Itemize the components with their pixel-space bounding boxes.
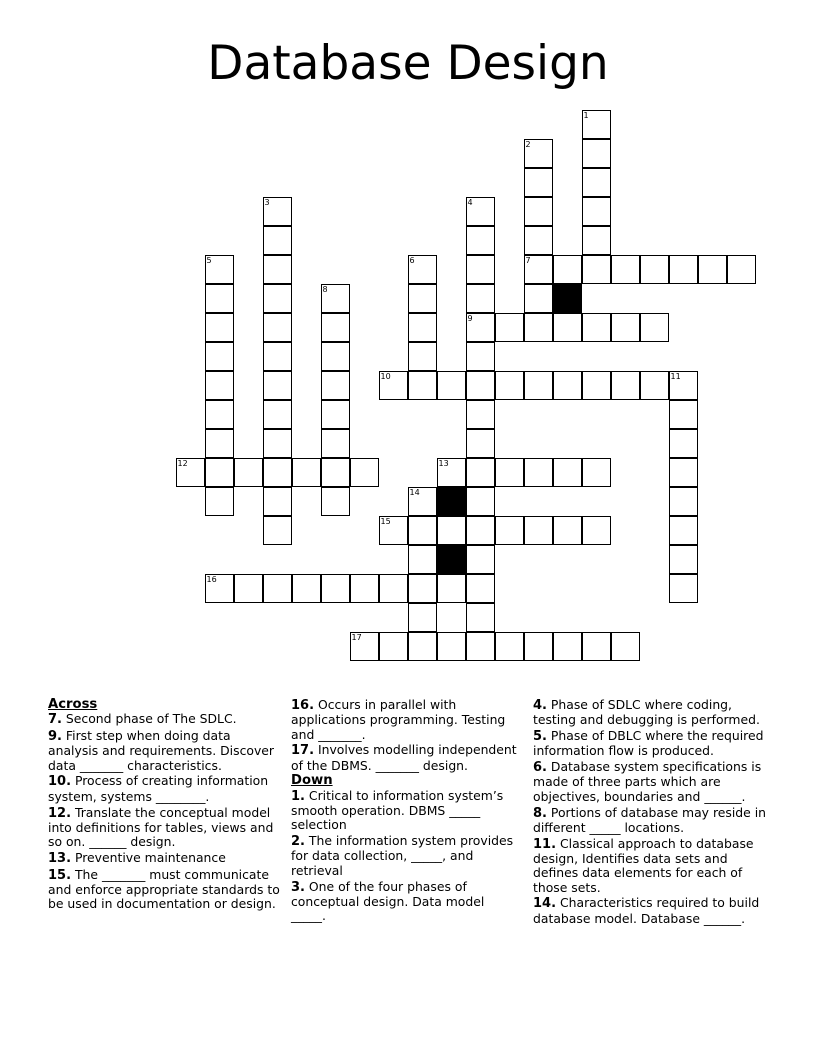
clue-item-number: 4. [533,698,547,713]
grid-cell[interactable] [553,313,582,342]
grid-cell[interactable] [263,429,292,458]
clue-item-number: 8. [533,805,547,821]
grid-cell[interactable] [640,371,669,400]
grid-cell[interactable] [205,400,234,429]
grid-cell[interactable] [524,284,553,313]
grid-cell[interactable] [234,458,263,487]
grid-cell[interactable] [205,313,234,342]
grid-cell[interactable] [234,574,263,603]
clue-item-number: 1. [291,788,305,804]
clue-item [533,896,771,926]
grid-cell[interactable] [263,458,292,487]
clue-item [291,698,523,742]
grid-cell[interactable] [727,255,756,284]
grid-cell[interactable] [524,255,553,284]
grid-cell[interactable] [263,226,292,255]
grid-cell[interactable] [582,632,611,661]
clue-item-number: 2. [291,834,305,850]
grid-cell[interactable] [321,487,350,516]
grid-cell[interactable] [379,632,408,661]
grid-cell[interactable] [263,516,292,545]
clue-number: 4 [467,198,473,207]
page-title: Database Design [207,36,609,91]
grid-cell[interactable] [408,603,437,632]
grid-cell[interactable] [524,458,553,487]
clue-item-text: The _______ must communicate and enforce appropriate standards to be used in documentation or design. [48,866,280,912]
grid-cell[interactable] [263,197,292,226]
clue-item-text: Phase of SDLC where coding, testing and debugging is performed. [533,697,760,728]
grid-cell[interactable] [466,342,495,371]
grid-cell[interactable] [292,458,321,487]
clue-item-number: 9. [48,729,62,745]
clue-item-number: 15. [48,867,72,883]
clue-item [291,789,523,833]
grid-cell[interactable] [640,255,669,284]
clue-item-number: 13. [48,850,72,866]
grid-cell[interactable] [408,342,437,371]
clue-item [48,712,280,727]
grid-cell[interactable] [495,516,524,545]
grid-cell[interactable] [611,371,640,400]
grid-cell[interactable] [466,371,495,400]
grid-cell[interactable] [669,487,698,516]
clue-item-number: 6. [533,760,547,776]
clue-number: 9 [467,314,473,323]
grid-cell[interactable] [698,255,727,284]
clue-item-text: One of the four phases of conceptual design. Data model _____. [291,878,485,924]
grid-cell[interactable] [524,139,553,168]
grid-cell[interactable] [263,400,292,429]
clue-number: 7 [525,256,531,265]
clue-number: 10 [380,372,391,381]
grid-cell[interactable] [524,168,553,197]
grid-cell[interactable] [437,574,466,603]
grid-cell[interactable] [321,429,350,458]
clue-item [533,698,771,728]
grid-cell[interactable] [466,197,495,226]
grid-cell[interactable] [205,255,234,284]
grid-cell[interactable] [205,487,234,516]
grid-cell[interactable] [582,226,611,255]
grid-cell[interactable] [379,574,408,603]
clue-item-text: The information system provides for data collection, _____, and retrieval [291,833,514,878]
grid-cell[interactable] [553,371,582,400]
grid-cell[interactable] [553,516,582,545]
clue-item [48,806,280,850]
clue-item [533,760,771,804]
clue-item-text: Second phase of The SDLC. [61,711,237,727]
grid-cell[interactable] [205,429,234,458]
grid-cell[interactable] [553,458,582,487]
clue-item-text: Phase of DBLC where the required information flow is produced. [533,728,764,759]
clue-item-number: 11. [533,836,557,852]
grid-cell[interactable] [379,516,408,545]
grid-cell[interactable] [466,516,495,545]
grid-block [553,284,582,313]
grid-cell[interactable] [582,516,611,545]
grid-cell[interactable] [524,226,553,255]
clue-item-number: 17. [291,743,315,759]
grid-cell[interactable] [466,400,495,429]
grid-cell[interactable] [524,371,553,400]
grid-cell[interactable] [321,371,350,400]
clue-item-text: Portions of database may reside in different _____ locations. [533,804,767,835]
clue-item [533,729,771,759]
down-heading: Down [291,773,333,789]
clue-item [48,868,280,912]
grid-cell[interactable] [176,458,205,487]
clue-item-number: 7. [48,712,62,728]
across-heading: Across [48,697,98,712]
grid-cell[interactable] [669,574,698,603]
grid-cell[interactable] [437,458,466,487]
grid-cell[interactable] [321,342,350,371]
clue-number: 14 [409,488,420,497]
grid-cell[interactable] [350,632,379,661]
clue-column-3 [533,698,771,927]
grid-cell[interactable] [611,255,640,284]
grid-cell[interactable] [524,516,553,545]
clue-item [291,834,523,878]
clue-item-text: Classical approach to database design, Identifies data sets and defines data elements for each of those sets. [533,835,754,895]
grid-cell[interactable] [263,284,292,313]
grid-cell[interactable] [263,342,292,371]
grid-cell[interactable] [466,545,495,574]
clue-column-2 [291,698,523,925]
clue-number: 11 [670,372,681,381]
grid-block [437,545,466,574]
clue-number: 15 [380,517,391,526]
clue-number: 16 [206,575,217,584]
grid-cell[interactable] [466,574,495,603]
clue-item [533,806,771,836]
grid-cell[interactable] [263,313,292,342]
grid-cell[interactable] [669,545,698,574]
clue-number: 5 [206,256,212,265]
clue-item-text: Process of creating information system, systems ________. [48,773,269,804]
grid-cell[interactable] [321,313,350,342]
grid-cell[interactable] [408,545,437,574]
grid-block [437,487,466,516]
grid-cell[interactable] [321,458,350,487]
clue-item-number: 10. [48,774,72,790]
grid-cell[interactable] [321,574,350,603]
grid-cell[interactable] [466,603,495,632]
grid-cell[interactable] [553,255,582,284]
grid-cell[interactable] [466,458,495,487]
grid-cell[interactable] [321,400,350,429]
clue-number: 17 [351,633,362,642]
grid-cell[interactable] [263,371,292,400]
grid-cell[interactable] [292,574,321,603]
grid-cell[interactable] [466,487,495,516]
grid-cell[interactable] [640,313,669,342]
grid-cell[interactable] [205,574,234,603]
grid-cell[interactable] [669,458,698,487]
clue-item-number: 12. [48,805,72,821]
clue-item-number: 16. [291,698,315,713]
grid-cell[interactable] [669,400,698,429]
grid-cell[interactable] [582,110,611,139]
grid-cell[interactable] [495,371,524,400]
clue-item [291,880,523,924]
grid-cell[interactable] [466,284,495,313]
grid-cell[interactable] [611,632,640,661]
clue-item-text: Critical to information system’s smooth operation. DBMS _____ selection [291,787,504,833]
clue-item [533,837,771,895]
grid-cell[interactable] [524,632,553,661]
grid-cell[interactable] [408,487,437,516]
clue-number: 1 [583,111,589,120]
clue-column-1 [48,698,280,913]
grid-cell[interactable] [408,371,437,400]
clue-item-text: Involves modelling independent of the DBMS. _______ design. [291,742,517,773]
grid-cell[interactable] [379,371,408,400]
grid-cell[interactable] [669,516,698,545]
grid-cell[interactable] [408,284,437,313]
grid-cell[interactable] [408,255,437,284]
grid-cell[interactable] [582,168,611,197]
grid-cell[interactable] [408,516,437,545]
grid-cell[interactable] [495,313,524,342]
grid-cell[interactable] [263,574,292,603]
grid-cell[interactable] [408,574,437,603]
clue-item-text: First step when doing data analysis and requirements. Discover data _______ characteristics. [48,728,275,773]
clue-item-text: Database system specifications is made of three parts which are objectives, boundaries and ______. [533,759,762,804]
clue-item-text: Occurs in parallel with applications programming. Testing and _______. [291,697,506,742]
grid-cell[interactable] [495,632,524,661]
grid-cell[interactable] [669,429,698,458]
grid-cell[interactable] [408,313,437,342]
grid-cell[interactable] [669,371,698,400]
grid-cell[interactable] [495,458,524,487]
clue-item [291,743,523,773]
clue-number: 8 [322,285,328,294]
grid-cell[interactable] [582,197,611,226]
grid-cell[interactable] [350,458,379,487]
grid-cell[interactable] [582,458,611,487]
grid-cell[interactable] [582,371,611,400]
grid-cell[interactable] [321,284,350,313]
clue-number: 12 [177,459,188,468]
clue-number: 6 [409,256,415,265]
clue-item-text: Translate the conceptual model into definitions for tables, views and so on. ______ design. [48,804,274,850]
grid-cell[interactable] [437,516,466,545]
clue-item-text: Characteristics required to build database model. Database ______. [533,895,760,926]
grid-cell[interactable] [582,139,611,168]
grid-cell[interactable] [205,371,234,400]
grid-cell[interactable] [466,632,495,661]
clue-number: 2 [525,140,531,149]
grid-cell[interactable] [263,487,292,516]
grid-cell[interactable] [524,197,553,226]
clue-item-number: 3. [291,879,305,895]
clue-item-text: Preventive maintenance [71,849,226,865]
clue-item [48,851,280,866]
clue-item-number: 5. [533,729,547,745]
clue-item [48,774,280,804]
grid-cell[interactable] [582,313,611,342]
grid-cell[interactable] [408,632,437,661]
grid-cell[interactable] [669,255,698,284]
grid-cell[interactable] [205,458,234,487]
grid-cell[interactable] [437,371,466,400]
grid-cell[interactable] [205,284,234,313]
grid-cell[interactable] [466,313,495,342]
grid-cell[interactable] [205,342,234,371]
clue-number: 13 [438,459,449,468]
grid-cell[interactable] [350,574,379,603]
grid-cell[interactable] [466,255,495,284]
grid-cell[interactable] [524,313,553,342]
grid-cell[interactable] [582,255,611,284]
grid-cell[interactable] [263,255,292,284]
grid-cell[interactable] [466,429,495,458]
clue-item [48,729,280,773]
grid-cell[interactable] [553,632,582,661]
clue-item-number: 14. [533,896,557,912]
grid-cell[interactable] [437,632,466,661]
grid-cell[interactable] [466,226,495,255]
clue-number: 3 [264,198,270,207]
grid-cell[interactable] [611,313,640,342]
